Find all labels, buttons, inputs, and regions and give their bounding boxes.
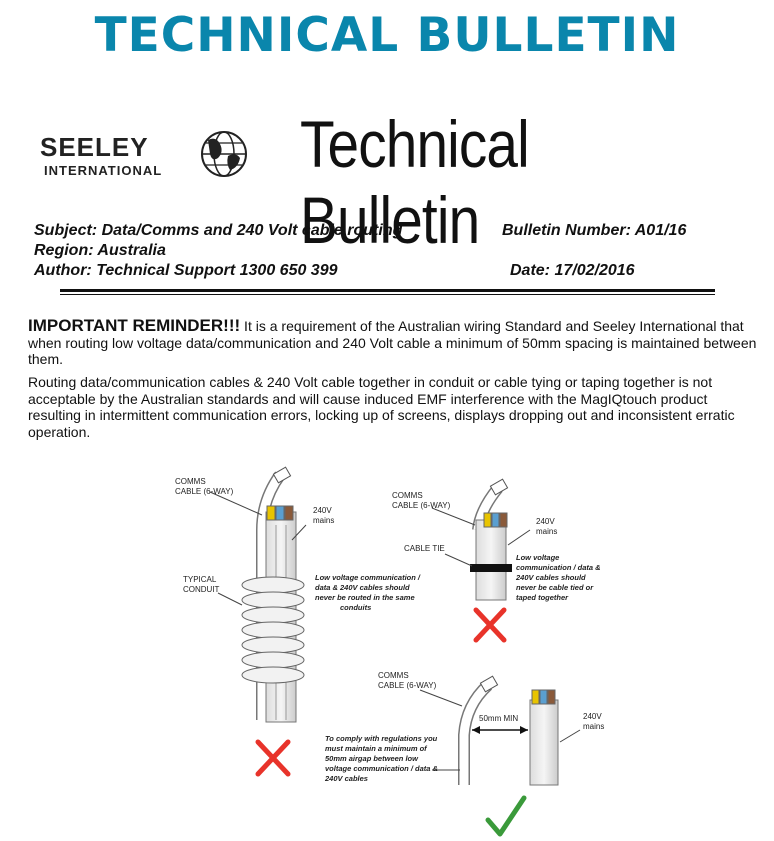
logo-line1: SEELEY: [40, 132, 149, 162]
tie-comms-line2: CABLE (6-WAY): [392, 501, 451, 510]
note-conduit-4: conduits: [340, 603, 372, 612]
ok-comms-line1: COMMS: [378, 671, 409, 680]
cable-tie-label: CABLE TIE: [404, 544, 445, 553]
typical-label-line2: CONDUIT: [183, 585, 220, 594]
logo-line2: INTERNATIONAL: [44, 163, 163, 178]
note-tie-3: 240V cables should: [516, 573, 586, 582]
author: Author: Technical Support 1300 650 399: [34, 262, 338, 279]
cable-tie-band: [470, 564, 512, 572]
subject: Subject: Data/Comms and 240 Volt cable routing: [34, 222, 403, 239]
cable-tie-figure: [392, 479, 601, 640]
cross-icon: [476, 610, 504, 640]
note-conduit-1: Low voltage communication /: [315, 573, 421, 582]
ok-mains-line1: 240V: [583, 712, 602, 721]
note-conduit-3: never be routed in the same: [315, 593, 415, 602]
tie-mains-line1: 240V: [536, 517, 555, 526]
region: Region: Australia: [34, 242, 166, 259]
typical-label-line1: TYPICAL: [183, 575, 217, 584]
header-title: Technical Bulletin: [300, 107, 529, 257]
mains-label-line1: 240V: [313, 506, 332, 515]
spacing-label: 50mm MIN: [479, 714, 519, 723]
note-tie-5: taped together: [516, 593, 569, 602]
note-comply-4: voltage communication / data &: [325, 764, 438, 773]
bulletin-number: Bulletin Number: A01/16: [502, 222, 687, 239]
ok-comms-line2: CABLE (6-WAY): [378, 681, 437, 690]
tie-mains-line2: mains: [536, 527, 558, 536]
cross-icon: [258, 742, 288, 774]
banner-title: TECHNICAL BULLETIN: [94, 8, 680, 63]
date: Date: 17/02/2016: [510, 262, 635, 279]
reminder-paragraph-2: Routing data/communication cables & 240 Volt cable together in conduit or cable tying or taping together is not acceptable by the Australian standards and will cause induced EMF interference with the MagIQtouch product resulting in intermittent communication errors, locking up of screens, displays dropping out and inconsistent erratic operation.: [28, 374, 735, 440]
comms-label-line2: CABLE (6-WAY): [175, 487, 234, 496]
note-tie-2: communication / data &: [516, 563, 601, 572]
tie-comms-line1: COMMS: [392, 491, 423, 500]
note-comply-3: 50mm airgap between low: [325, 754, 418, 763]
reminder-heading: IMPORTANT REMINDER!!!: [28, 316, 241, 335]
note-conduit-2: data & 240V cables should: [315, 583, 410, 592]
compliant-figure: [324, 671, 604, 834]
note-comply-5: 240V cables: [325, 774, 368, 783]
ok-mains-line2: mains: [583, 722, 605, 731]
note-comply-1: To comply with regulations you: [325, 734, 438, 743]
tick-icon: [488, 798, 524, 834]
comms-label-line1: COMMS: [175, 477, 206, 486]
note-tie-4: never be cable tied or: [516, 583, 594, 592]
conduit-figure: [175, 467, 421, 774]
mains-label-line2: mains: [313, 516, 335, 525]
note-comply-2: must maintain a minimum of: [325, 744, 427, 753]
note-tie-1: Low voltage: [516, 553, 560, 562]
reminder-text: It is a requirement of the Australian wiring Standard and Seeley International that when routing low voltage data/communication and 240 Volt cable a minimum of 50mm spacing is maintained between them.: [28, 318, 757, 367]
